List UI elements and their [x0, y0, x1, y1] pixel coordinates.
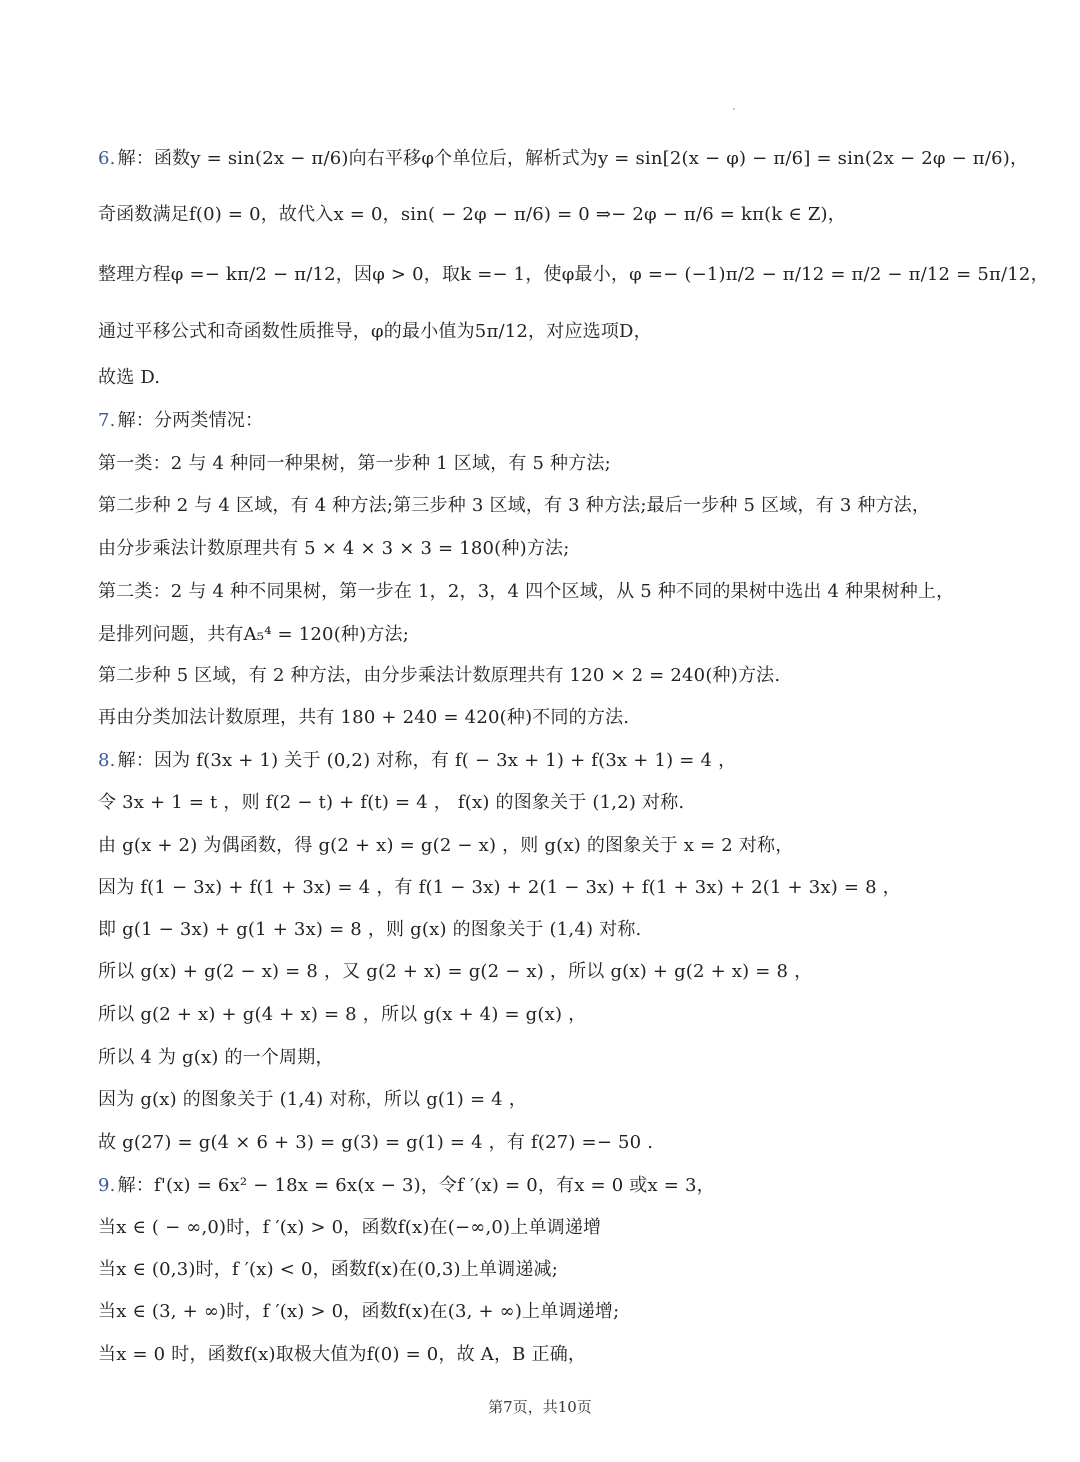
line-text: 令 3x + 1 = t ，则 f(2 − t) + f(t) = 4 ， f(x) 的图象关于 (1,2) 对称. — [98, 792, 685, 813]
text-line — [98, 147, 1029, 171]
line-text: 解：f'(x) = 6x² − 18x = 6x(x − 3)，令f ′(x) = 0，有x = 0 或x = 3， — [117, 1175, 715, 1196]
question-number: 9. — [98, 1175, 116, 1196]
text-line — [98, 409, 1020, 433]
text-line — [98, 834, 1020, 858]
line-text: 奇函数满足f(0) = 0，故代入x = 0，sin( − 2φ − π/6) = 0 ⇒− 2φ − π/6 = kπ(k ∈ Z)， — [98, 204, 846, 225]
line-text: 因为 f(1 − 3x) + f(1 + 3x) = 4 ，有 f(1 − 3x) + 2(1 − 3x) + f(1 + 3x) + 2(1 + 3x) = 8 ， — [98, 877, 901, 898]
text-line — [98, 203, 1020, 227]
line-text: 所以 g(2 + x) + g(4 + x) = 8 ，所以 g(x + 4) = g(x) ， — [98, 1004, 587, 1025]
line-text: 即 g(1 − 3x) + g(1 + 3x) = 8 ，则 g(x) 的图象关于 (1,4) 对称. — [98, 919, 642, 940]
text-line — [98, 537, 1020, 561]
text-line — [98, 320, 1020, 344]
line-text: 是排列问题，共有A₅⁴ = 120(种)方法; — [98, 624, 410, 645]
text-line — [98, 1131, 1020, 1155]
text-line — [98, 791, 1020, 815]
line-text: 第二步种 5 区域，有 2 种方法，由分步乘法计数原理共有 120 × 2 = 240(种)方法. — [98, 665, 781, 686]
line-text: 解：因为 f(3x + 1) 关于 (0,2) 对称，有 f( − 3x + 1) + f(3x + 1) = 4 ， — [117, 750, 737, 771]
line-text: 由 g(x + 2) 为偶函数，得 g(2 + x) = g(2 − x) ，则 g(x) 的图象关于 x = 2 对称， — [98, 835, 794, 856]
text-line — [98, 664, 1020, 688]
text-line — [98, 960, 1020, 984]
text-line — [98, 366, 1020, 390]
line-text: 第二类：2 与 4 种不同果树，第一步在 1，2，3，4 四个区域，从 5 种不同的果树中选出 4 种果树种上， — [98, 581, 955, 602]
line-text: 解：分两类情况： — [117, 410, 264, 431]
text-line — [98, 876, 1020, 900]
line-text: 故 g(27) = g(4 × 6 + 3) = g(3) = g(1) = 4 ，有 f(27) =− 50 . — [98, 1132, 654, 1153]
line-text: 当x ∈ (3, + ∞)时，f ′(x) > 0，函数f(x)在(3, + ∞)上单调递增; — [98, 1301, 620, 1322]
line-text: 当x = 0 时，函数f(x)取极大值为f(0) = 0，故 A，B 正确， — [98, 1344, 587, 1365]
question-number: 7. — [98, 410, 116, 431]
line-text: 通过平移公式和奇函数性质推导，φ的最小值为5π/12，对应选项D， — [98, 321, 652, 342]
text-line — [98, 749, 1020, 773]
line-text: 当x ∈ ( − ∞,0)时，f ′(x) > 0，函数f(x)在(−∞,0)上单调递增 — [98, 1217, 602, 1238]
line-text: 由分步乘法计数原理共有 5 × 4 × 3 × 3 = 180(种)方法; — [98, 538, 570, 559]
line-text: 因为 g(x) 的图象关于 (1,4) 对称，所以 g(1) = 4 ， — [98, 1089, 527, 1110]
page-footer: 第7页，共10页 — [488, 1398, 592, 1416]
line-text: 故选 D. — [98, 367, 161, 388]
text-line — [98, 1343, 1020, 1367]
line-text: 当x ∈ (0,3)时，f ′(x) < 0，函数f(x)在(0,3)上单调递减; — [98, 1259, 559, 1280]
question-number: 8. — [98, 750, 116, 771]
text-line — [98, 580, 1020, 604]
text-line — [98, 918, 1020, 942]
text-line — [98, 1088, 1020, 1112]
text-line — [98, 1003, 1020, 1027]
text-line — [98, 452, 1020, 476]
text-line — [98, 263, 1049, 287]
line-text: 所以 4 为 g(x) 的一个周期， — [98, 1047, 334, 1068]
line-text: 再由分类加法计数原理，共有 180 + 240 = 420(种)不同的方法. — [98, 707, 630, 728]
line-text: 第二步种 2 与 4 区域，有 4 种方法;第三步种 3 区域，有 3 种方法;最后一步种 5 区域，有 3 种方法， — [98, 495, 931, 516]
line-text: 第一类：2 与 4 种同一种果树，第一步种 1 区域，有 5 种方法; — [98, 453, 611, 474]
line-text: 解：函数y = sin(2x − π/6)向右平移φ个单位后，解析式为y = sin[2(x − φ) − π/6] = sin(2x − 2φ − π/6)， — [117, 148, 1029, 169]
line-text: 所以 g(x) + g(2 − x) = 8 ，又 g(2 + x) = g(2 − x) ，所以 g(x) + g(2 + x) = 8 ， — [98, 961, 813, 982]
text-line — [98, 1046, 1020, 1070]
text-line — [98, 623, 1020, 647]
text-line — [98, 1258, 1020, 1282]
text-line — [98, 1174, 1020, 1198]
text-line — [98, 494, 1020, 518]
text-line — [98, 1300, 1020, 1324]
text-line — [98, 1216, 1020, 1240]
scan-speck — [733, 108, 735, 110]
line-text: 整理方程φ =− kπ/2 − π/12，因φ > 0，取k =− 1，使φ最小，φ =− (−1)π/2 − π/12 = π/2 − π/12 = 5π/12， — [98, 264, 1049, 285]
question-number: 6. — [98, 148, 116, 169]
text-line — [98, 706, 1020, 730]
